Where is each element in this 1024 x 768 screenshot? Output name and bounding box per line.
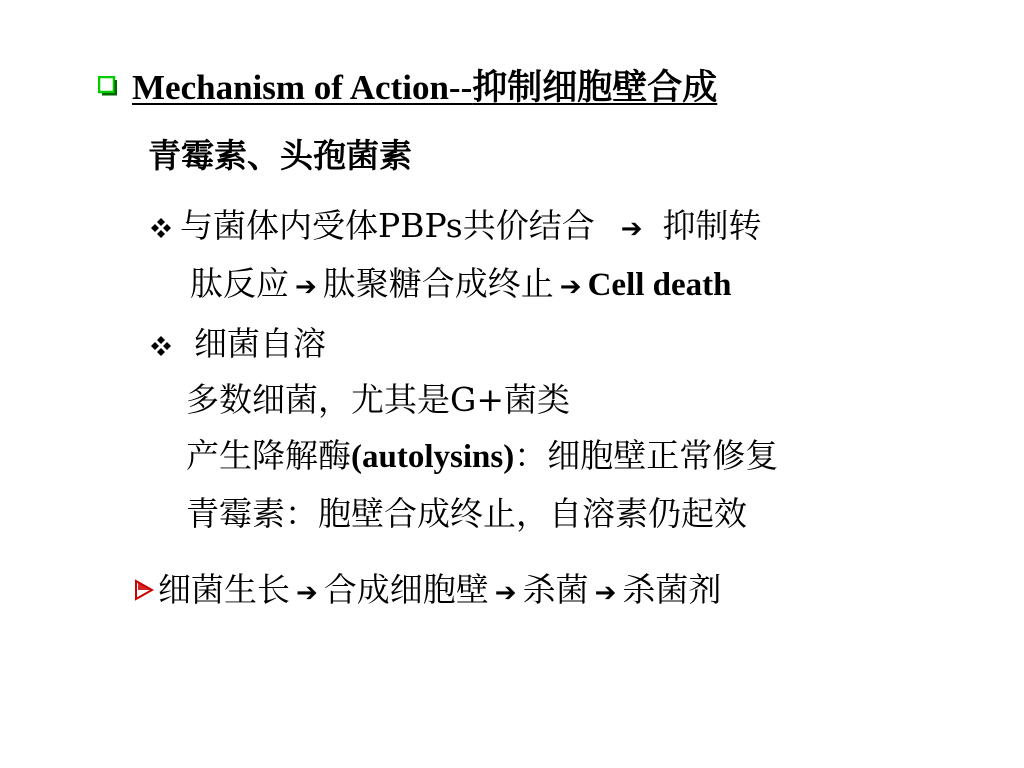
conclusion-d: 杀菌剂	[622, 570, 722, 609]
right-arrow-icon: ➔	[295, 272, 317, 302]
point2-heading: 细菌自溶	[194, 324, 326, 363]
point1-step-b: 肽聚糖合成终止	[322, 264, 554, 303]
point2-line1: 多数细菌，尤其是G+菌类	[186, 380, 571, 419]
title-cjk: 抑制细胞壁合成	[472, 67, 718, 108]
conclusion-b: 合成细胞壁	[323, 570, 489, 609]
point1-step-a: 肽反应	[190, 264, 289, 303]
conclusion-line	[134, 570, 721, 613]
slide-title	[98, 66, 717, 110]
point1-line1	[150, 206, 762, 249]
point1-line2	[190, 264, 732, 307]
point2-line2-b: (autolysins)	[351, 439, 515, 475]
triangle-arrow-icon	[134, 578, 154, 602]
right-arrow-icon: ➔	[594, 578, 617, 608]
hollow-square-icon	[98, 76, 118, 96]
title-latin: Mechanism of Action--	[132, 68, 473, 107]
point2-line3: 青霉素：胞壁合成终止，自溶素仍起效	[186, 494, 747, 533]
right-arrow-icon: ➔	[620, 214, 643, 244]
right-arrow-icon: ➔	[494, 578, 517, 608]
four-diamond-icon	[150, 217, 172, 239]
point2-line2-a: 产生降解酶	[186, 436, 351, 475]
point2-heading-line	[150, 324, 326, 364]
point1-text: 与菌体内受体PBPs共价结合	[180, 206, 595, 245]
conclusion-c: 杀菌	[522, 570, 589, 609]
right-arrow-icon: ➔	[559, 272, 582, 302]
conclusion-a: 细菌生长	[158, 570, 290, 609]
subtitle: 青霉素、头孢菌素	[148, 136, 412, 175]
point2-line2-c: ：细胞壁正常修复	[514, 436, 779, 475]
point1-tail: 抑制转	[662, 206, 762, 245]
right-arrow-icon: ➔	[296, 578, 318, 608]
point1-step-c: Cell death	[587, 267, 732, 303]
point2-line2	[186, 436, 778, 477]
four-diamond-icon	[150, 335, 172, 357]
